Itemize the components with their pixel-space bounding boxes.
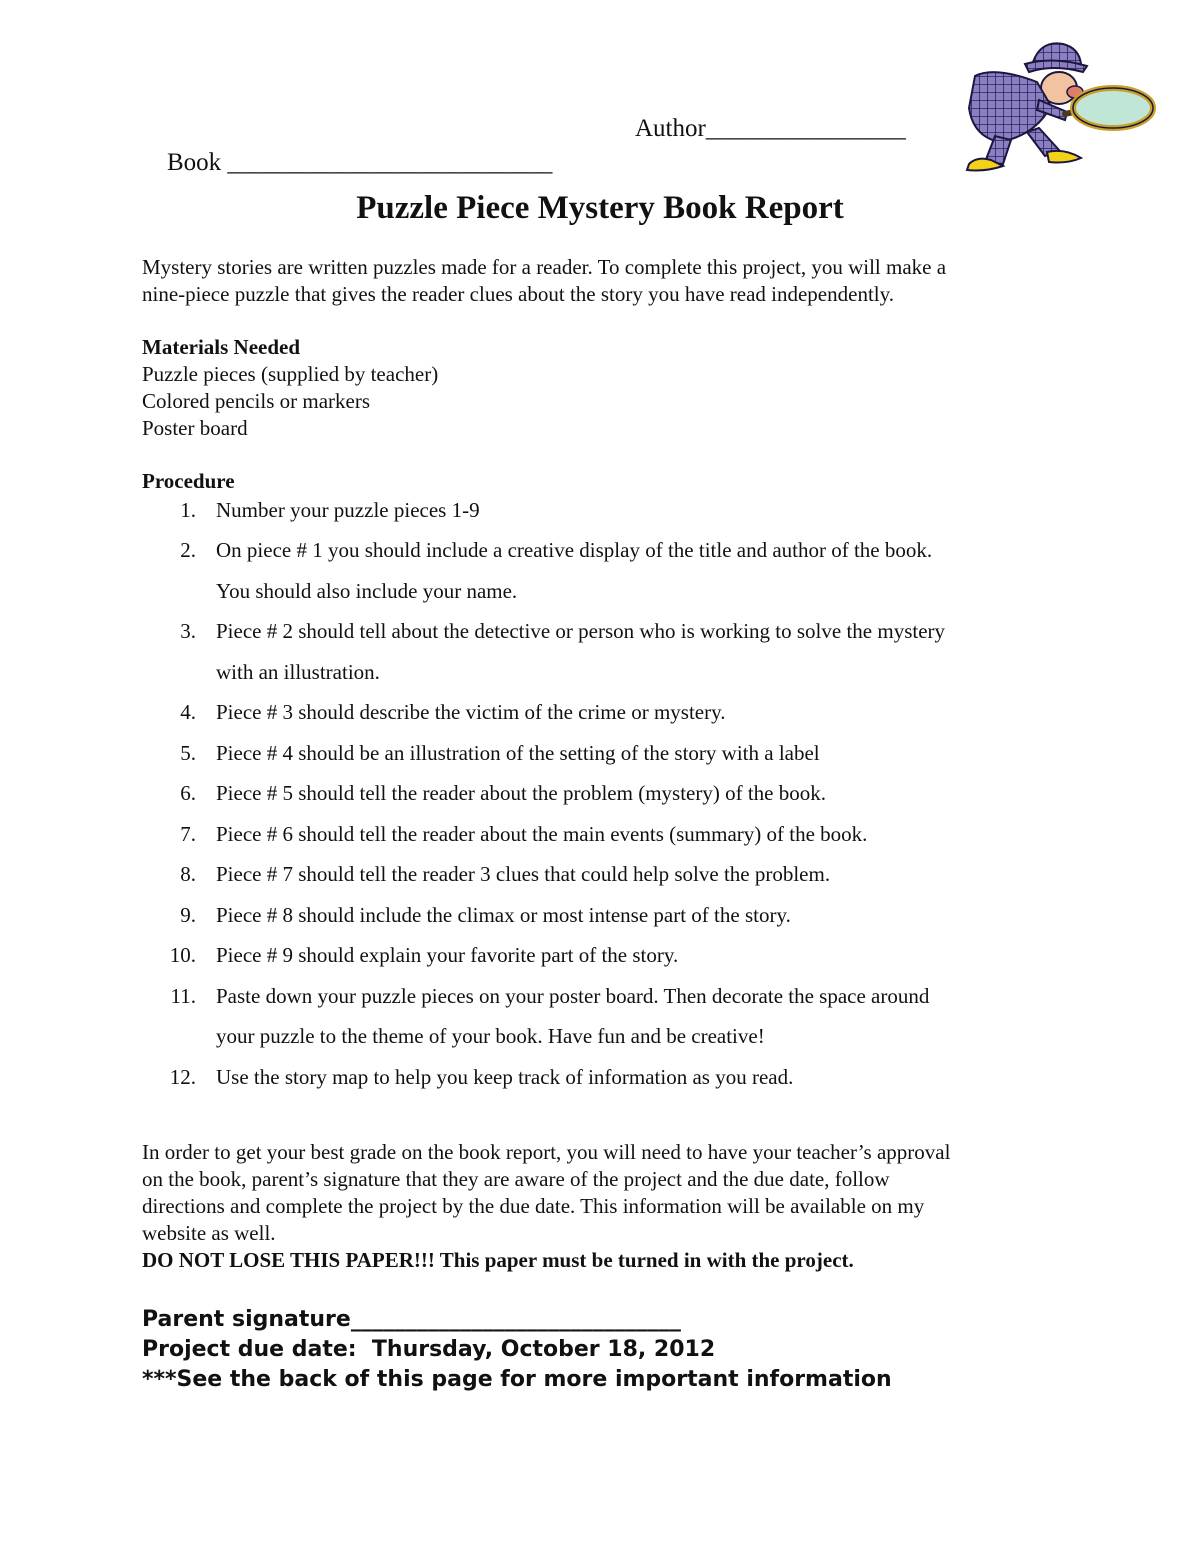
intro-line: Mystery stories are written puzzles made for a reader. To complete this project, you will make a [142, 255, 947, 279]
procedure-step: 9. Piece # 8 should include the climax or most intense part of the story. [180, 902, 791, 927]
procedure-step: 6. Piece # 5 should tell the reader about the problem (mystery) of the book. [180, 781, 826, 805]
intro-line: nine-piece puzzle that gives the reader clues about the story you have read independently. [142, 282, 895, 306]
procedure-step: 4. Piece # 3 should describe the victim of the crime or mystery. [180, 700, 726, 724]
closing-line: website as well. [142, 1221, 276, 1245]
procedure-heading: Procedure [142, 469, 235, 493]
procedure-section [142, 468, 1082, 1097]
procedure-step: 1. Number your puzzle pieces 1-9 [180, 498, 480, 522]
procedure-step: 10. Piece # 9 should explain your favorite part of the story. [169, 943, 679, 967]
book-field: Book __________________________ [167, 149, 553, 176]
closing-line: directions and complete the project by the due date. This information will be available on my [142, 1194, 925, 1218]
warning-text: DO NOT LOSE THIS PAPER!!! This paper must be turned in with the project. [142, 1248, 854, 1272]
due-date: Project due date: Thursday, October 18, 2012 [142, 1337, 716, 1362]
closing-paragraph [142, 1139, 1062, 1274]
procedure-step: 2. On piece # 1 you should include a creative display of the title and author of the book. You should also include your name. [180, 538, 933, 603]
signature-block [142, 1305, 1042, 1395]
materials-item: Colored pencils or markers [142, 389, 371, 413]
procedure-steps [142, 495, 1082, 1097]
procedure-step: 3. Piece # 2 should tell about the detective or person who is working to solve the mystery with an illustration. [180, 619, 946, 684]
intro-paragraph [142, 254, 1082, 308]
back-page-note: ***See the back of this page for more important information [142, 1367, 892, 1392]
procedure-step: 5. Piece # 4 should be an illustration of the setting of the story with a label [180, 740, 820, 765]
procedure-step: 7. Piece # 6 should tell the reader about the main events (summary) of the book. [180, 821, 868, 846]
procedure-step: 11. Paste down your puzzle pieces on your poster board. Then decorate the space around your puzzle to the theme of your book. Have fun and be creative! [170, 983, 930, 1048]
closing-line: In order to get your best grade on the book report, you will need to have your teacher’s approval [142, 1140, 951, 1164]
page-title: Puzzle Piece Mystery Book Report [356, 190, 844, 226]
closing-line: on the book, parent’s signature that they are aware of the project and the due date, follow [142, 1167, 890, 1191]
materials-item: Puzzle pieces (supplied by teacher) [142, 362, 439, 386]
materials-section [142, 334, 1042, 442]
materials-heading: Materials Needed [142, 335, 301, 359]
procedure-step: 12. Use the story map to help you keep track of information as you read. [169, 1064, 794, 1089]
detective-icon [955, 36, 1165, 176]
procedure-step: 8. Piece # 7 should tell the reader 3 clues that could help solve the problem. [180, 862, 831, 886]
author-field: Author________________ [635, 115, 906, 142]
parent-signature-field: Parent signature______________________________ [142, 1307, 681, 1332]
materials-item: Poster board [142, 416, 248, 440]
